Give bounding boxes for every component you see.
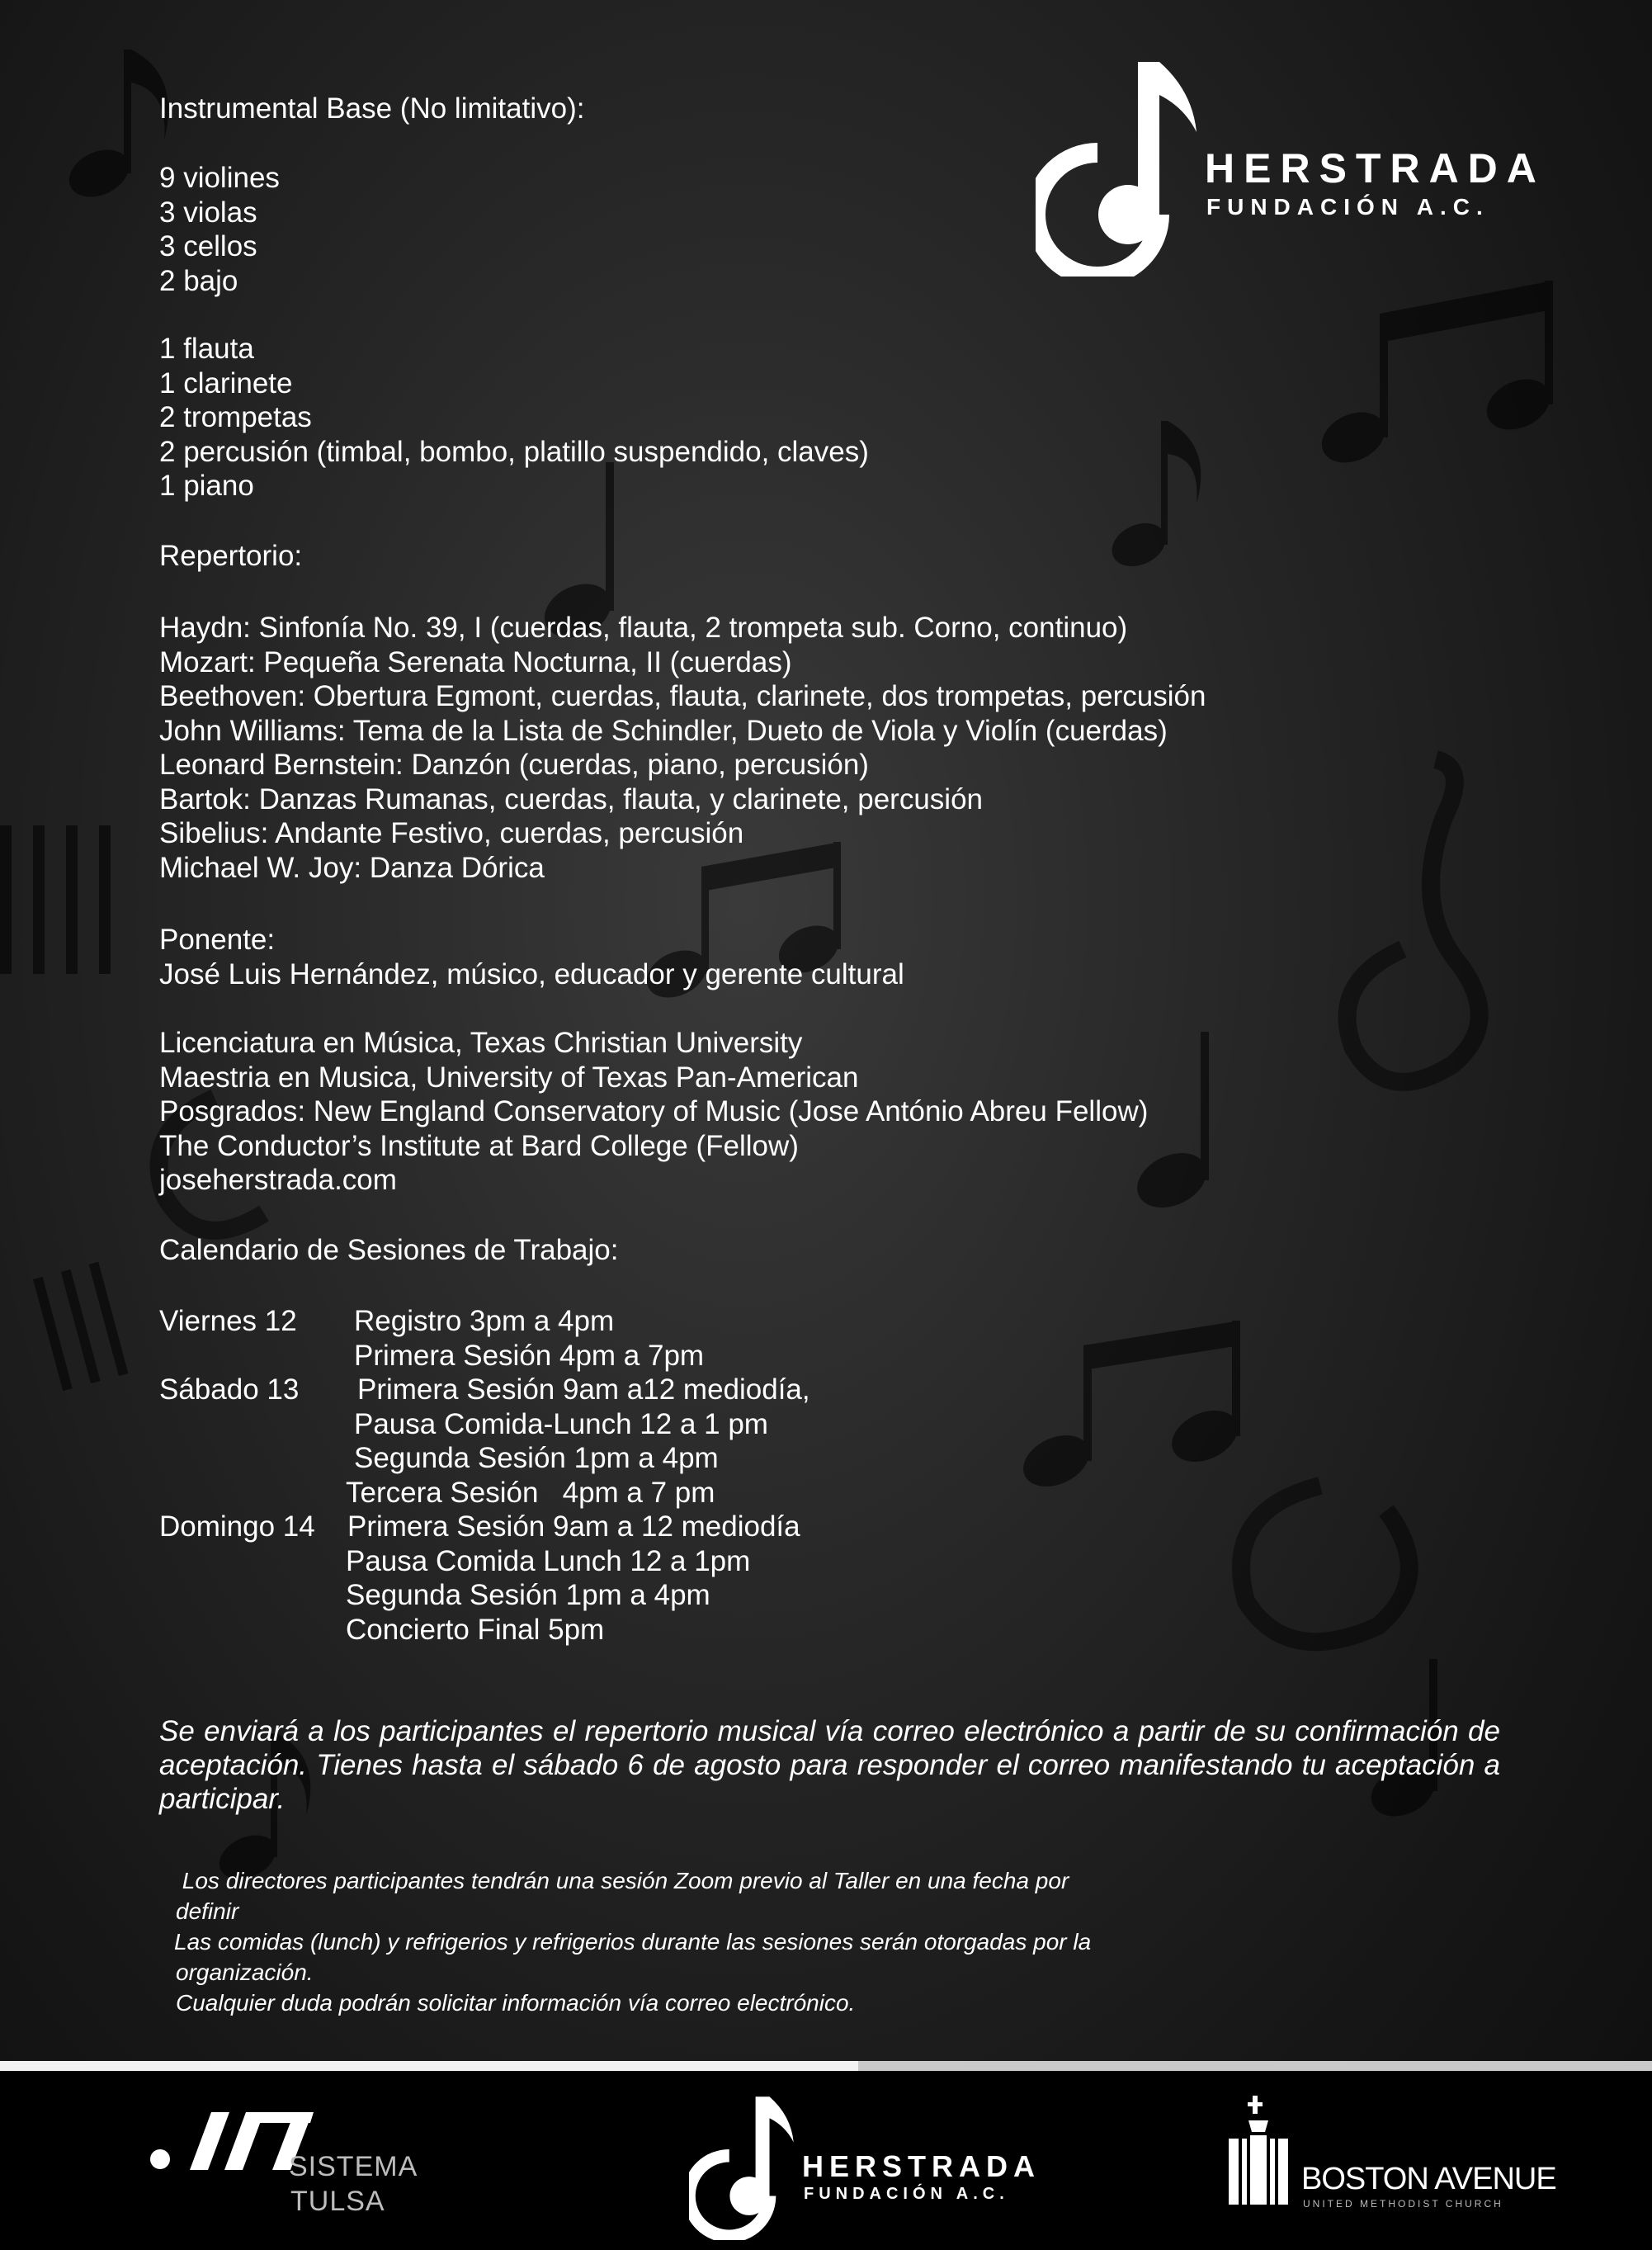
note-line: Las comidas (lunch) y refrigerios y refrigerios durante las sesiones serán otorgadas por la: [174, 1929, 1092, 1955]
church-tower-icon: [1225, 2096, 1291, 2211]
schedule-row: [159, 1613, 1149, 1647]
sistema-line2: TULSA: [290, 2186, 385, 2217]
winds-list: [159, 332, 1397, 503]
schedule-item: Pausa Comida Lunch 12 a 1pm: [346, 1544, 751, 1577]
schedule-row: [159, 1510, 1149, 1544]
list-item: 2 bajo: [159, 264, 238, 297]
brand-name: HERSTRADA: [1205, 145, 1546, 191]
schedule-item: Pausa Comida-Lunch 12 a 1 pm: [354, 1407, 768, 1440]
brand-subtitle: FUNDACIÓN A.C.: [1206, 194, 1489, 220]
credential-item: The Conductor’s Institute at Bard College (Fellow): [159, 1129, 799, 1162]
website-link[interactable]: joseherstrada.com: [159, 1164, 397, 1196]
schedule-row: [159, 1544, 1149, 1579]
schedule-title-block: [159, 1233, 1397, 1268]
section-title: Calendario de Sesiones de Trabajo:: [159, 1234, 619, 1266]
note-line: Los directores participantes tendrán una sesión Zoom previo al Taller en una fecha por: [176, 1868, 1069, 1893]
schedule-row: [159, 1407, 1149, 1442]
footer-divider-white: [0, 2061, 858, 2071]
list-item: 1 piano: [159, 470, 254, 502]
repertoire-item: Haydn: Sinfonía No. 39, I (cuerdas, flauta, 2 trompeta sub. Corno, continuo): [159, 612, 1128, 644]
note-line: definir: [176, 1898, 239, 1924]
schedule-row: [159, 1339, 1149, 1373]
footer-divider-gray: [858, 2061, 1652, 2071]
repertoire-note: Se enviará a los participantes el repertorio musical vía correo electrónico a partir de su confirmación de aceptación. Tienes hasta el sábado 6 de agosto para responder el correo manifestando tu aceptación a participar.: [159, 1715, 1500, 1815]
staff-bars-icon: [33, 1262, 128, 1391]
schedule-item: Segunda Sesión 1pm a 4pm: [346, 1579, 710, 1611]
section-title: Ponente:: [159, 924, 276, 956]
list-item: 2 percusión (timbal, bombo, platillo suspendido, claves): [159, 435, 869, 468]
schedule-row: [159, 1578, 1149, 1613]
boston-subtitle: UNITED METHODIST CHURCH: [1303, 2198, 1503, 2210]
treble-clef-icon: [1241, 1486, 1409, 1642]
eighth-note-icon: [62, 50, 168, 206]
strings-list: [159, 161, 1397, 298]
herstrada-note-mark-icon: [689, 2087, 796, 2240]
list-item: 3 violas: [159, 196, 257, 229]
note-line: Cualquier duda podrán solicitar información vía correo electrónico.: [176, 1990, 856, 2016]
schedule-item: Tercera Sesión 4pm a 7 pm: [346, 1476, 715, 1509]
repertoire-item: Bartok: Danzas Rumanas, cuerdas, flauta, y clarinete, percusión: [159, 782, 983, 815]
boston-name: BOSTON AVENUE: [1301, 2162, 1556, 2196]
repertoire-list: [159, 611, 1397, 885]
list-item: 2 trompetas: [159, 401, 312, 433]
schedule-row: [159, 1441, 1149, 1476]
list-item: 9 violines: [159, 162, 280, 194]
schedule-row: [159, 1304, 1149, 1339]
repertoire-item: John Williams: Tema de la Lista de Schindler, Dueto de Viola y Violín (cuerdas): [159, 714, 1168, 747]
footer-brand-name: HERSTRADA: [802, 2149, 1041, 2183]
repertoire-item: Beethoven: Obertura Egmont, cuerdas, flauta, clarinete, dos trompetas, percusión: [159, 680, 1206, 712]
section-title: Instrumental Base (No limitativo):: [159, 92, 585, 125]
sistema-tulsa-logo: [149, 2108, 446, 2224]
schedule-row: [159, 1476, 1149, 1510]
credential-item: Maestria en Musica, University of Texas Pan-American: [159, 1061, 859, 1094]
schedule-item: Primera Sesión 4pm a 7pm: [354, 1339, 705, 1372]
schedule-item: Primera Sesión 9am a12 mediodía,: [357, 1373, 810, 1406]
staff-bars-icon: [0, 825, 111, 974]
schedule-day: Viernes 12: [159, 1305, 297, 1337]
footer-sponsors: [0, 2071, 1652, 2250]
schedule-item: Primera Sesión 9am a 12 mediodía: [347, 1510, 800, 1543]
schedule-row: [159, 1373, 1149, 1407]
speaker-section: [159, 923, 1397, 991]
list-item: 1 clarinete: [159, 366, 293, 399]
schedule-day: Domingo 14: [159, 1510, 315, 1543]
repertoire-title-block: [159, 539, 1397, 574]
schedule-day: Sábado 13: [159, 1373, 300, 1406]
section-title: Repertorio:: [159, 540, 303, 572]
speaker-name: José Luis Hernández, músico, educador y gerente cultural: [159, 957, 904, 990]
herstrada-footer-logo: [689, 2087, 1085, 2244]
repertoire-item: Mozart: Pequeña Serenata Nocturna, II (cuerdas): [159, 645, 792, 678]
sistema-line1: SISTEMA: [289, 2151, 418, 2182]
list-item: 3 cellos: [159, 230, 257, 262]
small-notes: [176, 1865, 1273, 2018]
speaker-credentials: [159, 1026, 1397, 1198]
repertoire-item: Michael W. Joy: Danza Dórica: [159, 851, 545, 884]
repertoire-item: Sibelius: Andante Festivo, cuerdas, percusión: [159, 817, 744, 849]
note-line: organización.: [176, 1959, 314, 1985]
schedule-table: [159, 1304, 1149, 1647]
schedule-item: Concierto Final 5pm: [346, 1613, 605, 1646]
schedule-item: Segunda Sesión 1pm a 4pm: [354, 1442, 719, 1474]
credential-item: Licenciatura en Música, Texas Christian University: [159, 1027, 803, 1059]
repertoire-item: Leonard Bernstein: Danzón (cuerdas, piano, percusión): [159, 749, 869, 781]
list-item: 1 flauta: [159, 333, 254, 365]
schedule-item: Registro 3pm a 4pm: [354, 1305, 615, 1337]
credential-item: Posgrados: New England Conservatory of Music (Jose António Abreu Fellow): [159, 1095, 1149, 1127]
instrumentation-section: [159, 92, 1397, 126]
boston-avenue-logo: [1225, 2096, 1605, 2219]
footer-brand-subtitle: FUNDACIÓN A.C.: [804, 2185, 1009, 2203]
